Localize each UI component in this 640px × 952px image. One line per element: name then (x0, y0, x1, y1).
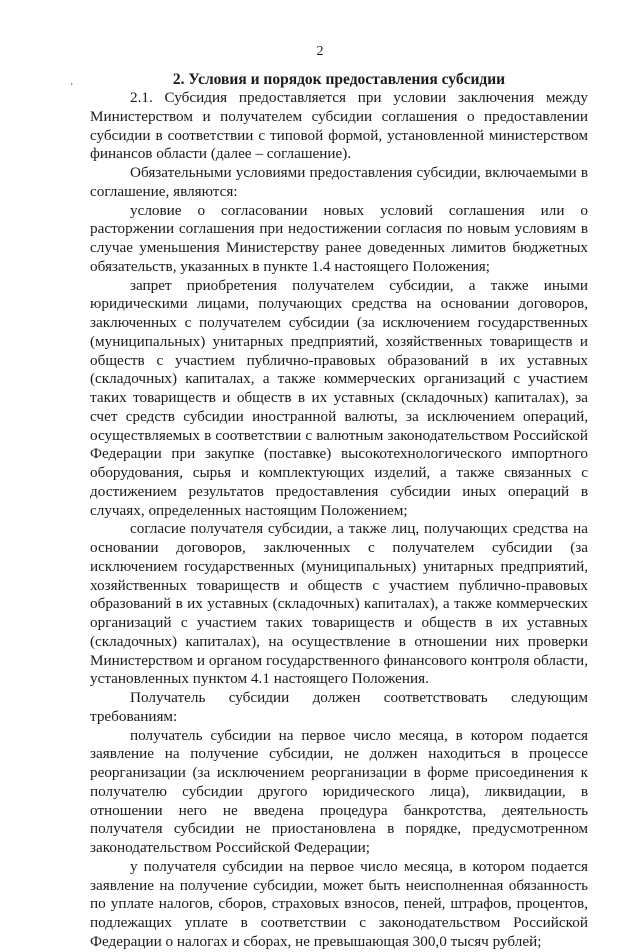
section-title: 2. Условия и порядок предоставления субсидии (172, 71, 506, 88)
paragraph-2-1: 2.1. Субсидия предоставляется при условии заключения между Министерством и получателем субсидии соглашения о предоставлении субсидии в соответствии с типовой формой, установленной министерством финансов области (далее – соглашение). (90, 89, 588, 163)
paragraph-requirement-tax-debt: у получателя субсидии на первое число месяца, в котором подается заявление на получение субсидии, может быть неисполненная обязанность по уплате налогов, сборов, страховых взносов, пеней, штрафов, процентов, подлежащих уплате в соответствии с законодательством Российской Федерации о налогах и сборах, не превышающая 300,0 тысяч рублей; (90, 857, 588, 950)
paragraph-requirements-intro: Получатель субсидии должен соответствовать следующим требованиям: (90, 689, 588, 725)
paragraph-currency-ban: запрет приобретения получателем субсидии, а также иными юридическими лицами, получающих средства на основании договоров, заключенных с получателем субсидии (за исключением государственных (муниципальных) унитарных предприятий, хозяйственных товариществ и обществ с участием публично-правовых образований в их уставных (складочных) капиталах, а также коммерческих организаций с участием таких товариществ и обществ в их уставных (складочных) капиталах), за счет средств субсидии иностранной валюты, за исключением операций, осуществляемых в соответствии с валютным законодательством Российской Федерации при закупке (поставке) высокотехнологического импортного оборудования, сырья и комплектующих изделий, а также связанных с достижением результатов предоставления субсидии иных операций в случаях, определенных настоящим Положением; (90, 276, 588, 519)
section-body (90, 70, 588, 952)
paragraph-condition-agreement: условие о согласовании новых условий соглашения или о расторжении соглашения при недостижении согласия по новым условиям в случае уменьшения Министерству ранее доведенных лимитов бюджетных обязательств, указанных в пункте 1.4 настоящего Положения; (90, 201, 588, 275)
paragraph-mandatory-conditions: Обязательными условиями предоставления субсидии, включаемыми в соглашение, являются: (90, 164, 588, 200)
paragraph-requirement-reorganization: получатель субсидии на первое число месяца, в котором подается заявление на получение субсидии, не должен находиться в процессе реорганизации (за исключением реорганизации в форме присоединения к получателю субсидии другого юридического лица), ликвидации, в отношении него не введена процедура банкротства, деятельность получателя субсидии не приостановлена в порядке, предусмотренном законодательством Российской Федерации; (90, 726, 588, 856)
paragraph-consent-inspection: согласие получателя субсидии, а также лиц, получающих средства на основании договоров, заключенных с получателем субсидии (за исключением государственных (муниципальных) унитарных предприятий, хозяйственных товариществ и обществ с участием публично-правовых образований в их уставных (складочных) капиталах), а также коммерческих организаций с участием таких товариществ и обществ в их уставных (складочных) капиталах), на осуществление в отношении них проверки Министерством и органом государственного финансового контроля области, установленных пунктом 4.1 настоящего Положения. (90, 520, 588, 688)
margin-mark: ʼ (70, 82, 74, 93)
page-number: 2 (316, 44, 324, 59)
